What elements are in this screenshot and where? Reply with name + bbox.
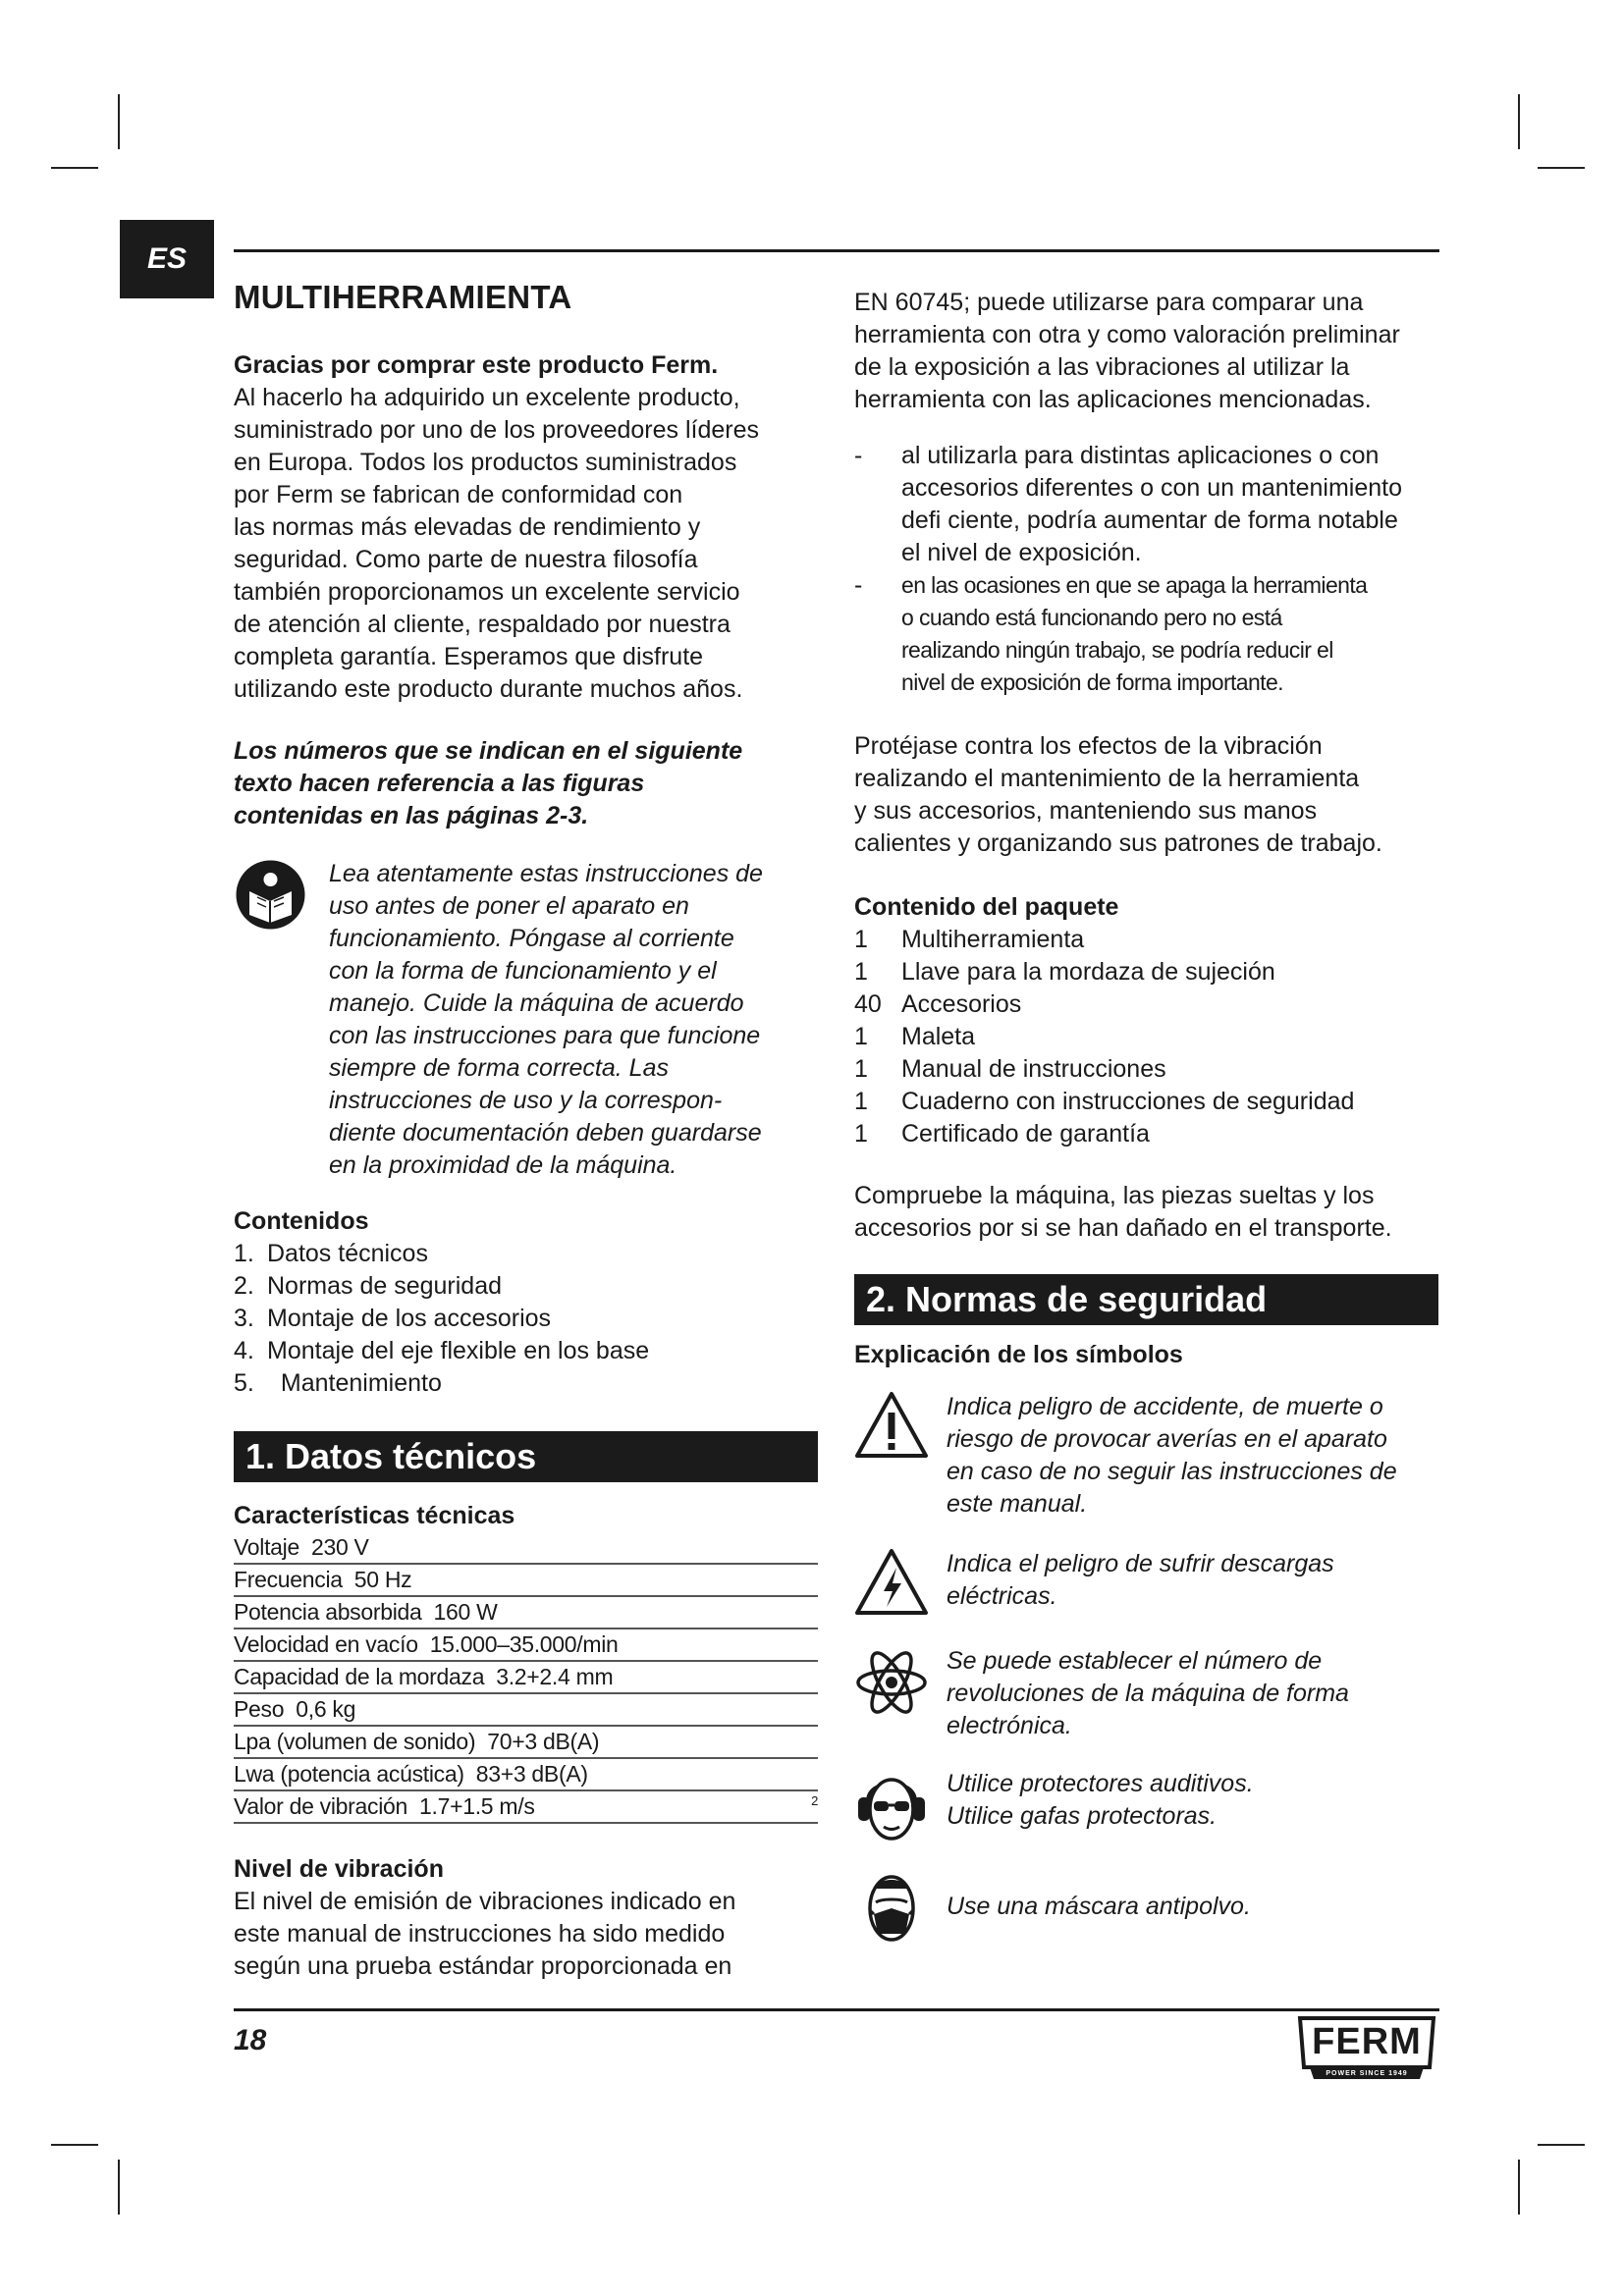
crop-mark [1538,167,1585,169]
vibration-line: según una prueba estándar proporcionada en [234,1952,732,1980]
symbol-text-line: Se puede establecer el número de [947,1647,1323,1675]
table-row: Valor de vibración 1.7+1.5 m/s 2 [234,1791,818,1824]
list-item: 1 Manual de instrucciones [854,1055,1166,1083]
symbol-electric [854,1548,1438,1622]
list-item: 1 Llave para la mordaza de sujeción [854,958,1275,986]
list-item: - al utilizarla para distintas aplicaciones o con accesorios diferentes o con un mantenimiento defi ciente, podría aumentar de forma notable el nivel de exposición. [854,442,1403,566]
language-tab: ES [120,220,214,298]
symbol-text-line: Indica peligro de accidente, de muerte o [947,1393,1383,1420]
specs-footnote: 2 [811,1793,818,1808]
electric-shock-icon [854,1548,929,1622]
list-item: 1 Multiherramienta [854,926,1085,953]
intro-line: seguridad. Como parte de nuestra filosofía [234,546,698,573]
symbol-text-line: Utilice protectores auditivos. [947,1770,1254,1797]
list-item: 3. Montaje de los accesorios [234,1305,552,1332]
check-line: accesorios por si se han dañado en el transporte. [854,1214,1392,1242]
list-item: 1 Cuaderno con instrucciones de seguridad [854,1088,1355,1115]
crop-mark [51,2144,98,2146]
left-column [234,279,818,1983]
list-item: 40 Accesorios [854,990,1022,1018]
ear-eye-protection-icon [854,1768,929,1851]
symbol-text-line: revoluciones de la máquina de forma [947,1680,1349,1707]
crop-mark [118,94,120,149]
table-row: Peso 0,6 kg [234,1694,818,1727]
crop-mark [118,2160,120,2215]
thanks-line: Gracias por comprar este producto Ferm. [234,351,719,379]
read-manual-line: en la proximidad de la máquina. [329,1151,677,1179]
header-rule [234,249,1439,252]
contents-heading: Contenidos [234,1207,369,1235]
read-manual-line: diente documentación deben guardarse [329,1119,762,1147]
read-manual-line: siempre de forma correcta. Las [329,1054,669,1082]
symbol-text-line: en caso de no seguir las instrucciones de [947,1458,1397,1485]
read-manual-line: Lea atentamente estas instrucciones de [329,860,763,887]
read-manual-line: uso antes de poner el aparato en [329,892,689,920]
read-manual-line: manejo. Cuide la máquina de acuerdo [329,989,744,1017]
protect-line: y sus accesorios, manteniendo sus manos [854,797,1318,825]
protect-line: realizando el mantenimiento de la herramienta [854,765,1360,792]
vibration-heading: Nivel de vibración [234,1855,444,1883]
read-manual-line: con las instrucciones para que funcione [329,1022,761,1049]
symbol-text-line: electrónica. [947,1712,1072,1739]
ferm-logo [1292,2012,1441,2083]
protect-line: Protéjase contra los efectos de la vibración [854,732,1323,760]
list-item: 1 Maleta [854,1023,976,1050]
table-row: Frecuencia 50 Hz [234,1565,818,1597]
vibration-line: este manual de instrucciones ha sido medido [234,1920,726,1948]
read-manual-icon [234,858,307,936]
read-manual-note [234,858,818,1182]
protect-line: calientes y organizando sus patrones de trabajo. [854,829,1382,857]
reference-note [234,735,818,832]
section-1-title: 1. Datos técnicos [234,1431,818,1482]
continued-line: de la exposición a las vibraciones al utilizar la [854,353,1350,381]
symbol-text-line: Indica el peligro de sufrir descargas [947,1550,1334,1577]
specs-table [234,1532,818,1824]
list-item: 2. Normas de seguridad [234,1272,503,1300]
table-row: Potencia absorbida 160 W [234,1597,818,1629]
crop-mark [1518,94,1520,149]
table-row: Velocidad en vacío 15.000–35.000/min [234,1629,818,1662]
dust-mask-icon [854,1869,929,1952]
reference-note-line: contenidas en las páginas 2-3. [234,802,589,829]
crop-mark [1538,2144,1585,2146]
symbol-text-line: eléctricas. [947,1582,1057,1610]
read-manual-line: instrucciones de uso y la correspon- [329,1087,723,1114]
symbol-text-line: riesgo de provocar averías en el aparato [947,1425,1387,1453]
crop-mark [1518,2160,1520,2215]
section-2-title: 2. Normas de seguridad [854,1274,1438,1325]
crop-mark [51,167,98,169]
intro-paragraph [234,382,818,706]
table-row: Lwa (potencia acústica) 83+3 dB(A) [234,1759,818,1791]
reference-note-line: texto hacen referencia a las figuras [234,770,645,797]
continued-line: herramienta con las aplicaciones mencionadas. [854,386,1372,413]
reference-note-line: Los números que se indican en el siguiente [234,737,743,765]
list-item: 1. Datos técnicos [234,1240,428,1267]
symbol-text-line: este manual. [947,1490,1088,1518]
document-title: MULTIHERRAMIENTA [234,279,572,315]
contents-list [234,1238,818,1400]
warning-triangle-icon [854,1391,929,1465]
package-list [854,924,1438,1150]
list-item: 5. Mantenimiento [234,1369,442,1397]
right-column [854,287,1438,1952]
symbol-danger [854,1391,1438,1521]
footer-rule [234,2008,1439,2011]
read-manual-line: con la forma de funcionamiento y el [329,957,717,985]
logo-text: FERM [1312,2021,1422,2062]
list-item: 1 Certificado de garantía [854,1120,1150,1148]
intro-line: Al hacerlo ha adquirido un excelente producto, [234,384,740,411]
symbol-text-line: Use una máscara antipolvo. [947,1893,1251,1920]
check-line: Compruebe la máquina, las piezas sueltas y los [854,1182,1375,1209]
symbol-speed [854,1645,1438,1742]
intro-line: en Europa. Todos los productos suministrados [234,449,737,476]
symbol-text-line: Utilice gafas protectoras. [947,1802,1218,1830]
continued-line: EN 60745; puede utilizarse para comparar una [854,289,1364,316]
list-item: 4. Montaje del eje flexible en los base [234,1337,650,1364]
specs-heading: Características técnicas [234,1502,515,1529]
electronic-speed-icon [854,1645,929,1725]
list-item: - en las ocasiones en que se apaga la herramienta o cuando está funcionando pero no está realizando ningún trabajo, se podría reducir el nivel de exposición de forma importante. [854,571,1368,695]
logo-tagline: POWER SINCE 1949 [1326,2070,1408,2077]
table-row: Lpa (volumen de sonido) 70+3 dB(A) [234,1727,818,1759]
page-number: 18 [234,2024,267,2056]
intro-line: también proporcionamos un excelente servicio [234,578,740,606]
read-manual-line: funcionamiento. Póngase al corriente [329,925,734,952]
intro-line: suministrado por uno de los proveedores líderes [234,416,760,444]
vibration-bullets [854,440,1438,699]
intro-line: completa garantía. Esperamos que disfrute [234,643,704,670]
intro-line: utilizando este producto durante muchos años. [234,675,743,703]
intro-line: de atención al cliente, respaldado por nuestra [234,611,731,638]
symbol-protection [854,1768,1438,1851]
package-heading: Contenido del paquete [854,893,1119,921]
symbols-heading: Explicación de los símbolos [854,1341,1183,1368]
intro-line: las normas más elevadas de rendimiento y [234,513,701,541]
continued-line: herramienta con otra y como valoración preliminar [854,321,1400,348]
symbol-mask [854,1869,1438,1952]
table-row: Capacidad de la mordaza 3.2+2.4 mm [234,1662,818,1694]
vibration-line: El nivel de emisión de vibraciones indicado en [234,1888,736,1915]
intro-line: por Ferm se fabrican de conformidad con [234,481,683,508]
table-row: Voltaje 230 V [234,1532,818,1565]
